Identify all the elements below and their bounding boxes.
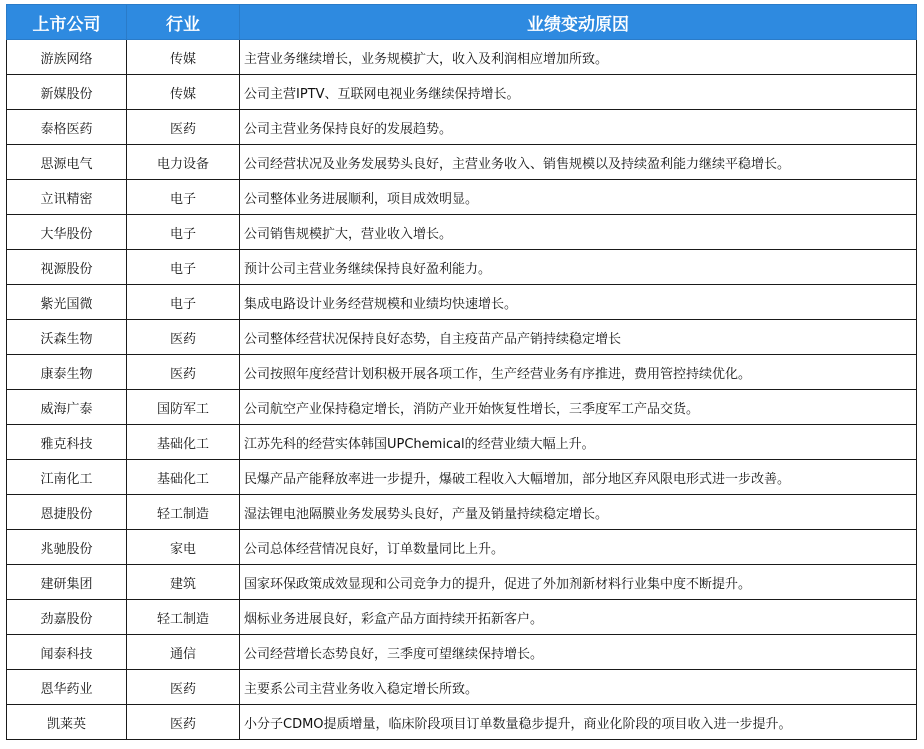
industry-cell: 医药	[127, 110, 240, 145]
reason-cell: 公司总体经营情况良好，订单数量同比上升。	[240, 530, 917, 565]
table-row	[7, 390, 917, 425]
industry-cell: 国防军工	[127, 390, 240, 425]
industry-cell: 传媒	[127, 40, 240, 75]
company-cell: 劲嘉股份	[7, 600, 127, 635]
industry-cell: 医药	[127, 355, 240, 390]
industry-cell: 电子	[127, 215, 240, 250]
company-cell: 紫光国微	[7, 285, 127, 320]
industry-cell: 电子	[127, 250, 240, 285]
reason-cell: 集成电路设计业务经营规模和业绩均快速增长。	[240, 285, 917, 320]
table-row	[7, 705, 917, 740]
reason-cell: 公司经营状况及业务发展势头良好，主营业务收入、销售规模以及持续盈利能力继续平稳增长。	[240, 145, 917, 180]
table-row	[7, 145, 917, 180]
header-industry: 行业	[127, 5, 240, 40]
company-cell: 恩捷股份	[7, 495, 127, 530]
table-row	[7, 285, 917, 320]
table-row	[7, 355, 917, 390]
header-company: 上市公司	[7, 5, 127, 40]
header-reason: 业绩变动原因	[240, 5, 917, 40]
industry-cell: 建筑	[127, 565, 240, 600]
company-cell: 沃森生物	[7, 320, 127, 355]
industry-cell: 医药	[127, 670, 240, 705]
company-cell: 泰格医药	[7, 110, 127, 145]
reason-cell: 主要系公司主营业务收入稳定增长所致。	[240, 670, 917, 705]
company-cell: 大华股份	[7, 215, 127, 250]
table-row	[7, 215, 917, 250]
table-header	[7, 5, 917, 40]
industry-cell: 医药	[127, 705, 240, 740]
industry-cell: 传媒	[127, 75, 240, 110]
company-cell: 建研集团	[7, 565, 127, 600]
reason-cell: 公司销售规模扩大，营业收入增长。	[240, 215, 917, 250]
industry-cell: 轻工制造	[127, 495, 240, 530]
industry-cell: 医药	[127, 320, 240, 355]
company-cell: 兆驰股份	[7, 530, 127, 565]
reason-cell: 公司航空产业保持稳定增长，消防产业开始恢复性增长，三季度军工产品交货。	[240, 390, 917, 425]
reason-cell: 国家环保政策成效显现和公司竞争力的提升，促进了外加剂新材料行业集中度不断提升。	[240, 565, 917, 600]
company-cell: 立讯精密	[7, 180, 127, 215]
table-row	[7, 75, 917, 110]
reason-cell: 公司经营增长态势良好，三季度可望继续保持增长。	[240, 635, 917, 670]
reason-cell: 小分子CDMO提质增量，临床阶段项目订单数量稳步提升，商业化阶段的项目收入进一步提升。	[240, 705, 917, 740]
table-row	[7, 425, 917, 460]
table-row	[7, 600, 917, 635]
reason-cell: 公司整体业务进展顺利，项目成效明显。	[240, 180, 917, 215]
industry-cell: 家电	[127, 530, 240, 565]
table-body	[7, 40, 917, 740]
industry-cell: 电力设备	[127, 145, 240, 180]
reason-cell: 公司按照年度经营计划积极开展各项工作，生产经营业务有序推进，费用管控持续优化。	[240, 355, 917, 390]
header-row	[7, 5, 917, 40]
reason-cell: 公司主营IPTV、互联网电视业务继续保持增长。	[240, 75, 917, 110]
industry-cell: 电子	[127, 285, 240, 320]
table-row	[7, 250, 917, 285]
table-row	[7, 110, 917, 145]
performance-table-container	[6, 4, 916, 740]
company-cell: 威海广泰	[7, 390, 127, 425]
industry-cell: 电子	[127, 180, 240, 215]
company-cell: 凯莱英	[7, 705, 127, 740]
company-cell: 新媒股份	[7, 75, 127, 110]
table-row	[7, 320, 917, 355]
table-row	[7, 495, 917, 530]
company-cell: 江南化工	[7, 460, 127, 495]
reason-cell: 公司整体经营状况保持良好态势，自主疫苗产品产销持续稳定增长	[240, 320, 917, 355]
company-cell: 思源电气	[7, 145, 127, 180]
industry-cell: 基础化工	[127, 460, 240, 495]
reason-cell: 湿法锂电池隔膜业务发展势头良好，产量及销量持续稳定增长。	[240, 495, 917, 530]
table-row	[7, 635, 917, 670]
reason-cell: 预计公司主营业务继续保持良好盈利能力。	[240, 250, 917, 285]
table-row	[7, 180, 917, 215]
reason-cell: 江苏先科的经营实体韩国UPChemical的经营业绩大幅上升。	[240, 425, 917, 460]
table-row	[7, 565, 917, 600]
reason-cell: 主营业务继续增长，业务规模扩大，收入及利润相应增加所致。	[240, 40, 917, 75]
table-row	[7, 530, 917, 565]
industry-cell: 通信	[127, 635, 240, 670]
industry-cell: 轻工制造	[127, 600, 240, 635]
reason-cell: 民爆产品产能释放率进一步提升，爆破工程收入大幅增加，部分地区弃风限电形式进一步改善。	[240, 460, 917, 495]
table-row	[7, 40, 917, 75]
company-cell: 视源股份	[7, 250, 127, 285]
company-cell: 康泰生物	[7, 355, 127, 390]
company-cell: 游族网络	[7, 40, 127, 75]
company-cell: 雅克科技	[7, 425, 127, 460]
company-cell: 恩华药业	[7, 670, 127, 705]
company-cell: 闻泰科技	[7, 635, 127, 670]
table-row	[7, 460, 917, 495]
table-row	[7, 670, 917, 705]
reason-cell: 烟标业务进展良好，彩盒产品方面持续开拓新客户。	[240, 600, 917, 635]
industry-cell: 基础化工	[127, 425, 240, 460]
reason-cell: 公司主营业务保持良好的发展趋势。	[240, 110, 917, 145]
performance-change-table	[6, 4, 917, 740]
